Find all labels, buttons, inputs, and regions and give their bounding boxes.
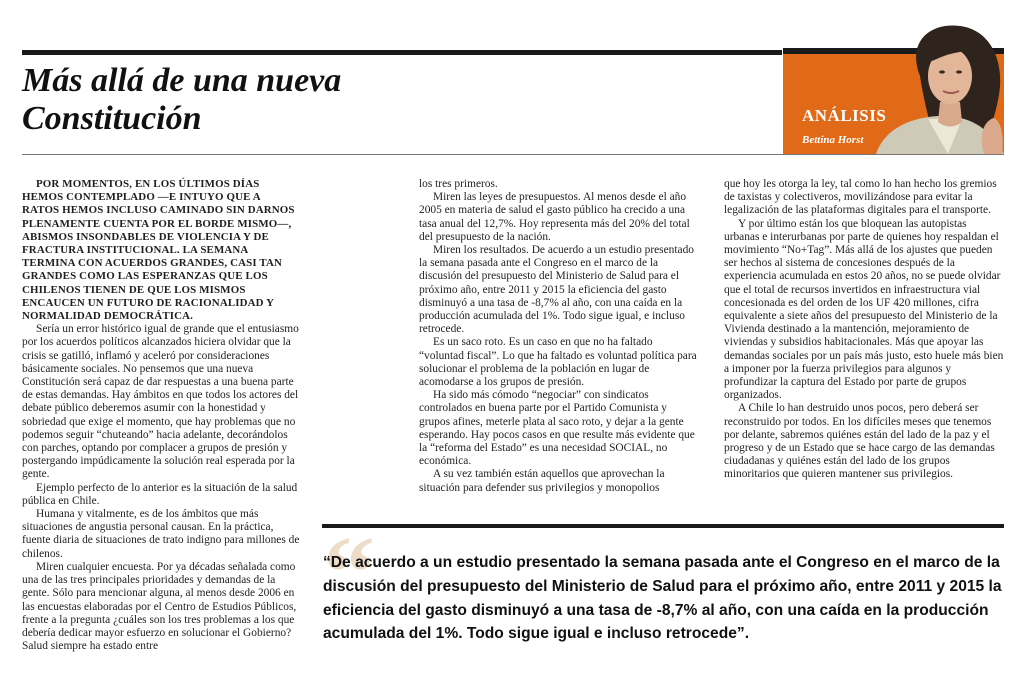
paragraph: Miren cualquier encuesta. Por ya décadas señalada como una de las tres principales prioridades y demandas de la gente. Sólo para mencionar alguna, al menos desde 2006 en las encuestas elaboradas por el Centro de Estudios Públicos, frente a la pregunta ¿cuáles son los tres problemas a los que debería dedicar mayor esfuerzo en solucionar el Gobierno? Salud siempre ha estado entre xyxy=(22,560,297,653)
portrait-neck xyxy=(938,102,962,127)
paragraph: Es un saco roto. Es un caso en que no ha faltado “voluntad fiscal”. Lo que ha faltado es voluntad política para solucionar el problema de la población en lugar de acomodarse a los grupos de presión. xyxy=(419,336,697,389)
header-divider xyxy=(22,154,1004,155)
paragraph: A Chile lo han destruido unos pocos, pero deberá ser reconstruido por todos. En los difíciles meses que tenemos por delante, sabremos quiénes están del lado de la paz y el progreso y de un Estado que se hace cargo de las demandas ciudadanas y quiénes están del lado de los grupos minoritarios que quieren mantener sus privilegios. xyxy=(724,402,995,481)
portrait-eye-right xyxy=(956,70,962,73)
pull-quote-rule xyxy=(322,524,1004,528)
portrait-eye-left xyxy=(939,70,945,73)
author-portrait xyxy=(862,18,1012,154)
article-column-3 xyxy=(724,178,1004,482)
quote-marks-icon: “ xyxy=(323,515,375,630)
article-title xyxy=(22,62,762,138)
title-line-1: Más allá de una nueva xyxy=(22,62,342,99)
paragraph: Y por último están los que bloquean las autopistas urbanas e interurbanas por parte de quienes hoy respaldan el movimiento “No+Tag”. Más allá de los ajustes que pueden ser hechos al sistema de concesiones después de la experiencia acumulada en estos 20 años, no se puede olvidar que el total de recursos invertidos en infraestructura vial concesionada es del orden de los UF 420 millones, cifra equivalente a siete años del presupuesto del Ministerio de la Vivienda destinado a la mantención, mejoramiento de viviendas y subsidios habitacionales. Más que apoyar las demandas sociales por un país más justo, esto huele más bien a imponer por la fuerza privilegios para algunos y profundizar la captura del Estado por parte de grupos organizados. xyxy=(724,217,1004,402)
paragraph: que hoy les otorga la ley, tal como lo han hecho los gremios de taxistas y colectiveros, movilizándose para evitar la legalización de las plataformas digitales para el transporte. xyxy=(724,178,997,217)
paragraph: Ejemplo perfecto de lo anterior es la situación de la salud pública en Chile. xyxy=(22,481,298,507)
paragraph: Humana y vitalmente, es de los ámbitos que más situaciones de angustia personal causan. En la práctica, fuente diaria de situaciones de trato indigno para millones de chilenos. xyxy=(22,508,300,560)
pull-quote: “De acuerdo a un estudio presentado la semana pasada ante el Congreso en el marco de la discusión del presupuesto del Ministerio de Salud para el próximo año, entre 2011 y 2015 la eficiencia del gasto disminuyó a una tasa de -8,7% al año, con una caída en la producción acumulada del 1%. Todo sigue igual e incluso retrocede”. xyxy=(323,554,1002,643)
paragraph: A su vez también están aquellos que aprovechan la situación para defender sus privilegios y monopolios xyxy=(419,468,665,494)
paragraph: Sería un error histórico igual de grande que el entusiasmo por los acuerdos políticos alcanzados hiciera olvidar que la crisis se gatilló, inflamó y aceleró por consideraciones básicamente sociales. No pensemos que una nueva Constitución será capaz de dar respuestas a una buena parte de estas demandas. Hay ámbitos en que todos los actores del debate público deberemos asumir con la honestidad y sobriedad que exige el momento, que hay problemas que no podemos seguir “chuteando” hacia adelante, decorándolos con parches, optando por complacer a grupos de presión y postergando impúdicamente la solución real esperada por la gente. xyxy=(22,323,299,481)
author-name: Bettina Horst xyxy=(802,134,864,146)
paragraph: Miren los resultados. De acuerdo a un estudio presentado la semana pasada ante el Congreso en el marco de la discusión del presupuesto del Ministerio de Salud para el próximo año, entre 2011 y 2015 la eficiencia del gasto disminuyó a una tasa de -8,7% al año, con una caída en la producción acumulada del 1%. Todo sigue igual, e incluso retrocede. xyxy=(419,244,694,336)
paragraph: Ha sido más cómodo “negociar” con sindicatos controlados en buena parte por el Partido Comunista y grupos afines, meterle plata al saco roto, y dejar a la gente esperando. Hay pocos casos en que resulte más evidente que la “reforma del Estado” es una necesidad SOCIAL, no económica. xyxy=(419,389,695,468)
article-column-2 xyxy=(419,178,697,495)
paragraph: Miren las leyes de presupuestos. Al menos desde el año 2005 en materia de salud el gasto público ha crecido a una tasa anual del 12,7%. Hoy representa más del 20% del total del presupuesto de la nación. xyxy=(419,191,690,243)
article-column-1 xyxy=(22,178,300,653)
top-rule xyxy=(22,50,782,55)
paragraph: los tres primeros. xyxy=(419,178,498,190)
title-line-2: Constitución xyxy=(22,100,202,137)
section-label: ANÁLISIS xyxy=(802,106,887,125)
article-lede: POR MOMENTOS, EN LOS ÚLTIMOS DÍAS HEMOS CONTEMPLADO —E INTUYO QUE A RATOS HEMOS INCLUSO CAMINADO SIN DARNOS PLENAMENTE CUENTA POR EL BORDE MISMO—, ABISMOS INSONDABLES DE VIOLENCIA Y DE FRACTURA INSTITUCIONAL. LA SEMANA TERMINA CON ACUERDOS GRANDES, CASI TAN GRANDES COMO LAS ESPERANZAS QUE LOS CHILENOS TIENEN DE QUE LOS MISMOS ENCAUCEN UN FUTURO DE RACIONALIDAD Y NORMALIDAD DEMOCRÁTICA. xyxy=(22,178,295,323)
